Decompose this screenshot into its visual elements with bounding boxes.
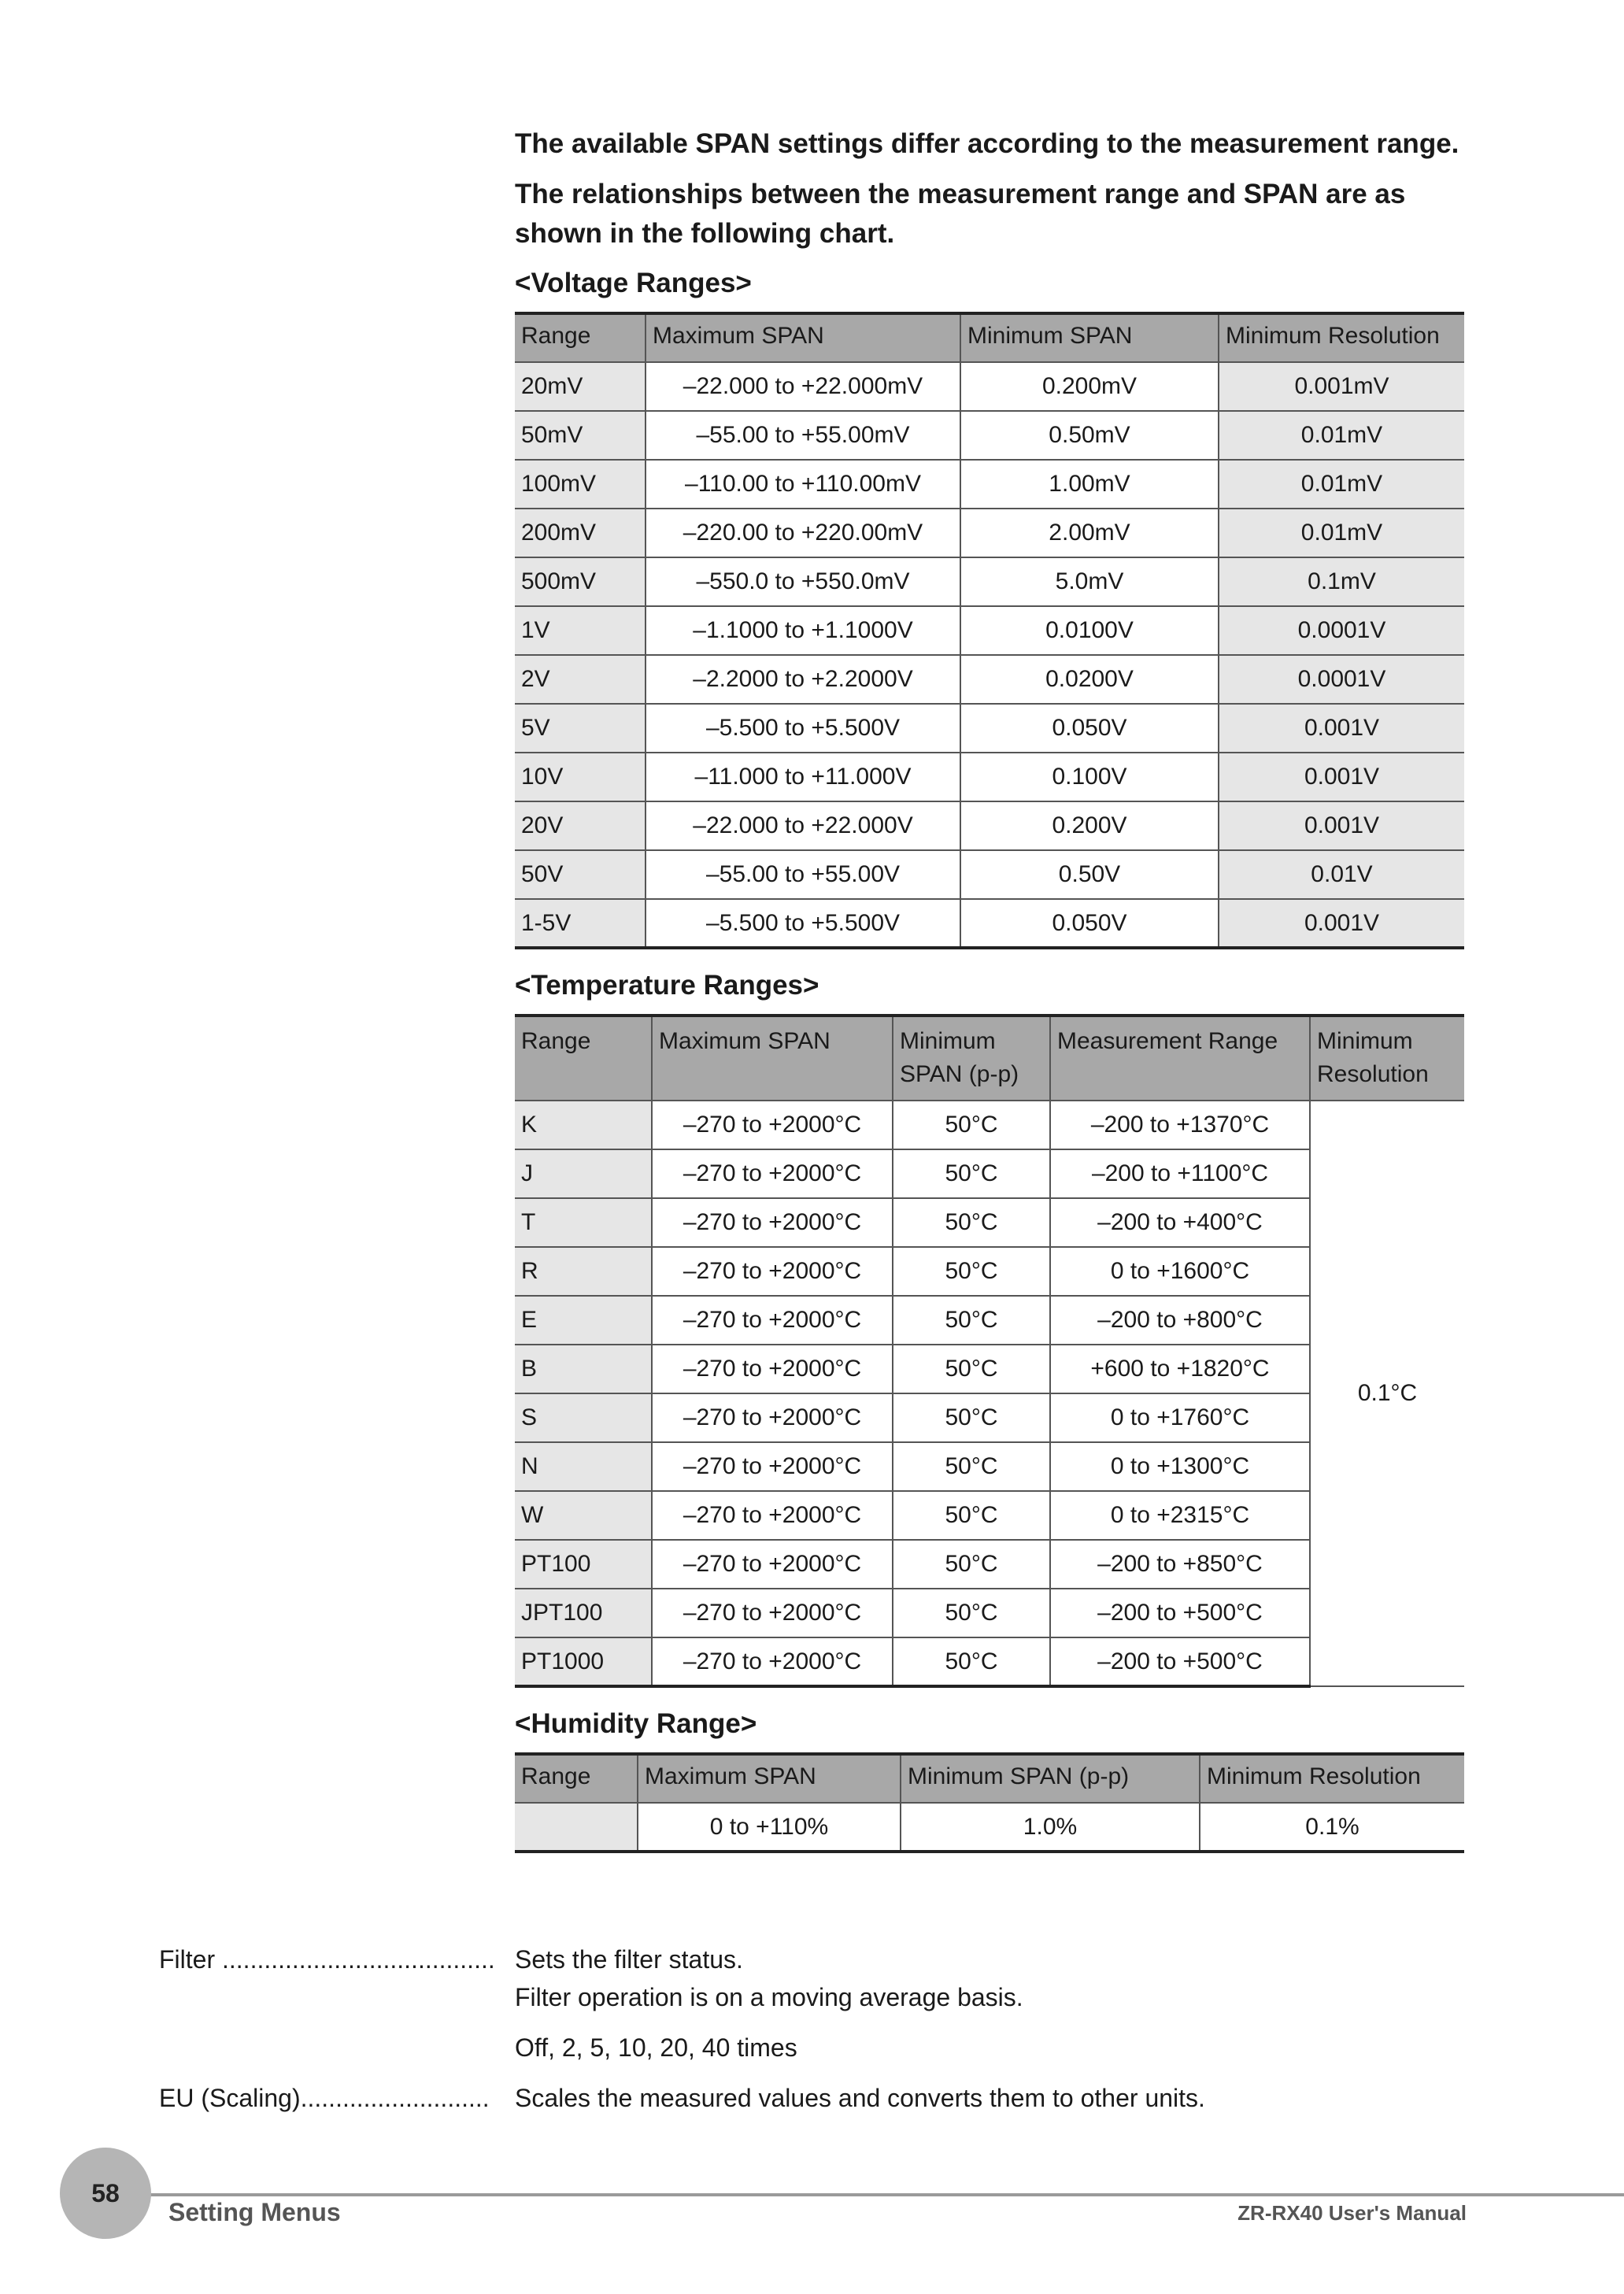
table-row (515, 1803, 1464, 1852)
table-cell: 50°C (893, 1198, 1050, 1247)
table-cell: –110.00 to +110.00mV (646, 460, 960, 509)
table-cell: 0 to +2315°C (1050, 1491, 1310, 1540)
table-cell: 50°C (893, 1491, 1050, 1540)
table-cell: PT1000 (515, 1637, 652, 1686)
table-cell: 50°C (893, 1540, 1050, 1589)
table-cell: 0.0001V (1219, 606, 1464, 655)
table-cell: 0.100V (960, 753, 1219, 801)
table-cell: K (515, 1101, 652, 1149)
table-cell: B (515, 1345, 652, 1393)
table-row (515, 753, 1464, 801)
table-cell: JPT100 (515, 1589, 652, 1637)
table-cell: 0 to +1300°C (1050, 1442, 1310, 1491)
table-cell: 20V (515, 801, 646, 850)
table-row (515, 704, 1464, 753)
table-row (515, 509, 1464, 557)
table-cell: 50°C (893, 1589, 1050, 1637)
footer-manual-title: ZR-RX40 User's Manual (1237, 2201, 1467, 2225)
table-cell: –22.000 to +22.000V (646, 801, 960, 850)
table-row (515, 411, 1464, 460)
eu-scaling-description: Scales the measured values and converts them to other units. (515, 2084, 1205, 2112)
table-cell: –270 to +2000°C (652, 1442, 893, 1491)
table-cell: 0.050V (960, 899, 1219, 948)
page-number: 58 (91, 2178, 120, 2207)
table-cell: –550.0 to +550.0mV (646, 557, 960, 606)
table-row (515, 557, 1464, 606)
column-header: Range (515, 313, 646, 362)
table-cell: PT100 (515, 1540, 652, 1589)
table-cell: 0.1mV (1219, 557, 1464, 606)
table-cell: 5V (515, 704, 646, 753)
temperature-section-title: <Temperature Ranges> (515, 970, 819, 1001)
table-cell: –55.00 to +55.00V (646, 850, 960, 899)
table-cell: T (515, 1198, 652, 1247)
table-cell: 0.001V (1219, 899, 1464, 948)
voltage-ranges-table (515, 312, 1464, 949)
table-cell: 0.01V (1219, 850, 1464, 899)
table-cell: 0 to +110% (638, 1803, 901, 1852)
table-cell: +600 to +1820°C (1050, 1345, 1310, 1393)
minimum-resolution-cell: 0.1°C (1310, 1101, 1464, 1686)
table-cell: N (515, 1442, 652, 1491)
table-cell: 10V (515, 753, 646, 801)
table-cell: J (515, 1149, 652, 1198)
table-cell: 0.0100V (960, 606, 1219, 655)
table-cell: 50°C (893, 1442, 1050, 1491)
table-cell: S (515, 1393, 652, 1442)
table-cell: –2.2000 to +2.2000V (646, 655, 960, 704)
table-cell: –220.00 to +220.00mV (646, 509, 960, 557)
page-number-badge (60, 2148, 151, 2239)
table-cell: 50°C (893, 1345, 1050, 1393)
table-cell: –270 to +2000°C (652, 1589, 893, 1637)
table-cell: 50°C (893, 1101, 1050, 1149)
table-cell: –270 to +2000°C (652, 1491, 893, 1540)
temperature-ranges-table (515, 1014, 1464, 1688)
table-cell: 0.01mV (1219, 411, 1464, 460)
table-cell: –270 to +2000°C (652, 1247, 893, 1296)
table-cell: 50V (515, 850, 646, 899)
humidity-section-title: <Humidity Range> (515, 1708, 757, 1739)
table-cell: 0.001mV (1219, 362, 1464, 411)
table-cell: –22.000 to +22.000mV (646, 362, 960, 411)
page-content (515, 124, 1464, 1870)
table-cell: –200 to +1370°C (1050, 1101, 1310, 1149)
table-cell: 500mV (515, 557, 646, 606)
table-cell: R (515, 1247, 652, 1296)
table-cell: 0.050V (960, 704, 1219, 753)
table-cell: 50mV (515, 411, 646, 460)
table-cell: 1.0% (901, 1803, 1200, 1852)
table-cell: 1-5V (515, 899, 646, 948)
table-cell: 1V (515, 606, 646, 655)
voltage-section-title: <Voltage Ranges> (515, 268, 752, 298)
table-cell: 2.00mV (960, 509, 1219, 557)
eu-scaling-menu-item (159, 2080, 1497, 2116)
table-row (515, 362, 1464, 411)
intro-paragraph-1: The available SPAN settings differ according to the measurement range. (515, 128, 1459, 159)
column-header: Range (515, 1016, 652, 1101)
filter-description: Sets the filter status. (515, 1945, 743, 1974)
table-cell: 1.00mV (960, 460, 1219, 509)
table-cell: –200 to +800°C (1050, 1296, 1310, 1345)
filter-label: Filter ....................................... (159, 1945, 495, 1974)
table-cell: 50°C (893, 1149, 1050, 1198)
table-cell: E (515, 1296, 652, 1345)
table-row (515, 1101, 1464, 1149)
table-cell: 50°C (893, 1393, 1050, 1442)
table-row (515, 899, 1464, 948)
column-header: Minimum Resolution (1310, 1016, 1464, 1101)
table-cell: –270 to +2000°C (652, 1345, 893, 1393)
table-cell: –270 to +2000°C (652, 1540, 893, 1589)
column-header: Measurement Range (1050, 1016, 1310, 1101)
table-row (515, 655, 1464, 704)
table-cell: 0.1% (1200, 1803, 1464, 1852)
table-cell: –200 to +500°C (1050, 1637, 1310, 1686)
column-header: Minimum Resolution (1219, 313, 1464, 362)
column-header: Range (515, 1754, 638, 1803)
table-row (515, 801, 1464, 850)
filter-menu-item (159, 1941, 1497, 1978)
table-cell: –270 to +2000°C (652, 1198, 893, 1247)
table-cell: 0 to +1600°C (1050, 1247, 1310, 1296)
table-cell: 0.001V (1219, 704, 1464, 753)
table-cell: 5.0mV (960, 557, 1219, 606)
table-cell: 50°C (893, 1296, 1050, 1345)
table-cell: 2V (515, 655, 646, 704)
footer-section-title: Setting Menus (168, 2198, 341, 2226)
table-cell: 0.50V (960, 850, 1219, 899)
table-cell: –270 to +2000°C (652, 1637, 893, 1686)
filter-note: Filter operation is on a moving average basis. (515, 1983, 1023, 2011)
table-cell: –270 to +2000°C (652, 1393, 893, 1442)
column-header: Maximum SPAN (638, 1754, 901, 1803)
table-cell: –270 to +2000°C (652, 1296, 893, 1345)
table-cell: 20mV (515, 362, 646, 411)
column-header: Maximum SPAN (646, 313, 960, 362)
filter-options: Off, 2, 5, 10, 20, 40 times (515, 2033, 797, 2062)
intro-paragraph-2: The relationships between the measurement range and SPAN are as shown in the following chart. (515, 179, 1406, 249)
column-header: Minimum Resolution (1200, 1754, 1464, 1803)
table-cell: 0.200mV (960, 362, 1219, 411)
table-cell: –55.00 to +55.00mV (646, 411, 960, 460)
table-cell: –5.500 to +5.500V (646, 899, 960, 948)
column-header: Minimum SPAN (960, 313, 1219, 362)
table-cell: –270 to +2000°C (652, 1149, 893, 1198)
table-cell: 0.01mV (1219, 509, 1464, 557)
table-cell: –11.000 to +11.000V (646, 753, 960, 801)
eu-scaling-label: EU (Scaling)........................... (159, 2084, 490, 2112)
table-cell (515, 1803, 638, 1852)
table-cell: 50°C (893, 1247, 1050, 1296)
table-cell: 0.01mV (1219, 460, 1464, 509)
column-header: Minimum SPAN (p-p) (901, 1754, 1200, 1803)
table-cell: 0.50mV (960, 411, 1219, 460)
table-cell: 100mV (515, 460, 646, 509)
table-cell: 0.001V (1219, 801, 1464, 850)
table-cell: 0.0200V (960, 655, 1219, 704)
table-cell: –200 to +1100°C (1050, 1149, 1310, 1198)
table-cell: 0 to +1760°C (1050, 1393, 1310, 1442)
table-row (515, 606, 1464, 655)
humidity-range-table (515, 1752, 1464, 1853)
column-header: Minimum SPAN (p-p) (893, 1016, 1050, 1101)
table-cell: –270 to +2000°C (652, 1101, 893, 1149)
table-cell: –200 to +850°C (1050, 1540, 1310, 1589)
table-cell: 50°C (893, 1637, 1050, 1686)
table-cell: 0.200V (960, 801, 1219, 850)
table-row (515, 460, 1464, 509)
table-cell: W (515, 1491, 652, 1540)
table-cell: –200 to +400°C (1050, 1198, 1310, 1247)
table-cell: –5.500 to +5.500V (646, 704, 960, 753)
table-row (515, 850, 1464, 899)
column-header: Maximum SPAN (652, 1016, 893, 1101)
table-cell: 200mV (515, 509, 646, 557)
table-cell: 0.0001V (1219, 655, 1464, 704)
table-cell: –1.1000 to +1.1000V (646, 606, 960, 655)
table-cell: 0.001V (1219, 753, 1464, 801)
footer-divider (150, 2193, 1624, 2196)
table-cell: –200 to +500°C (1050, 1589, 1310, 1637)
